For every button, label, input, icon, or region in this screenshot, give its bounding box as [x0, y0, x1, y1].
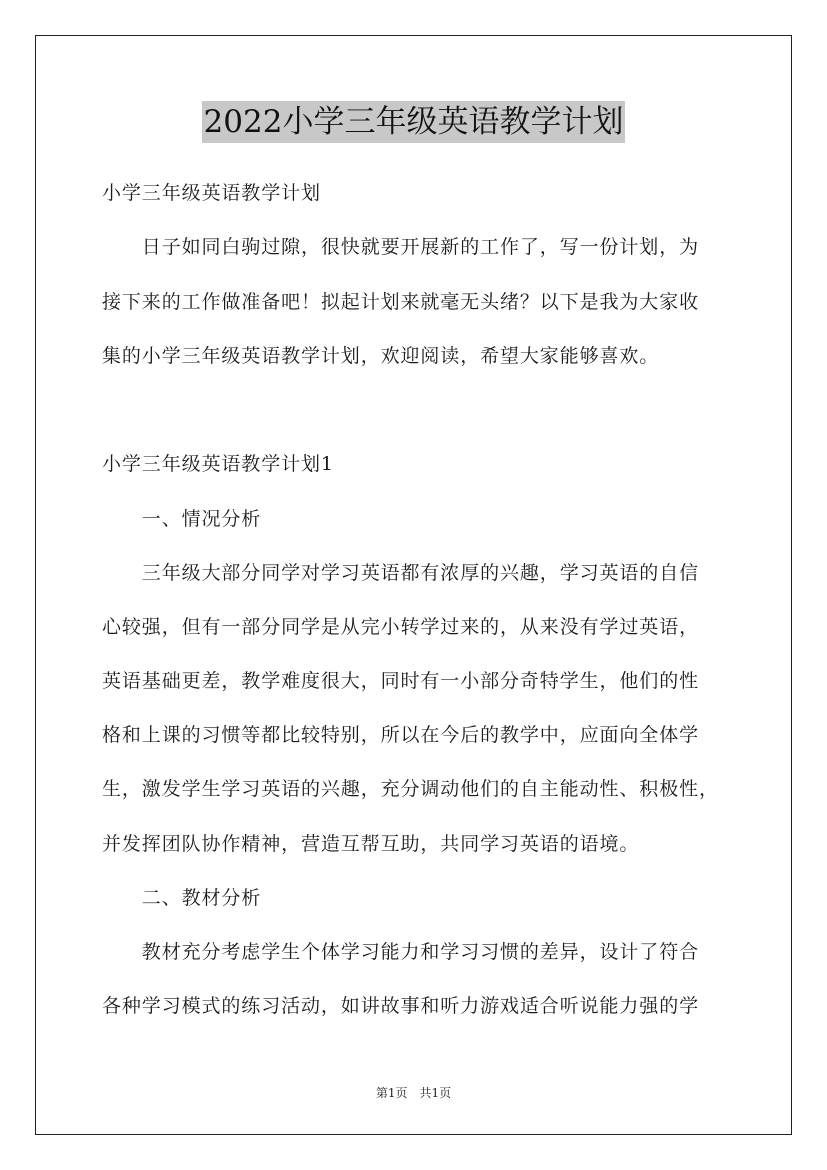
page-number-label: 第1页 共1页 [375, 1086, 452, 1100]
text-line: 日子如同白驹过隙，很快就要开展新的工作了，写一份计划，为 [102, 236, 700, 258]
text-line: 二、教材分析 [102, 887, 262, 909]
text-line: 三年级大部分同学对学习英语都有浓厚的兴趣，学习英语的自信 [102, 562, 700, 584]
text-line: 教材充分考虑学生个体学习能力和学习习惯的差异，设计了符合 [102, 941, 700, 963]
text-line: 格和上课的习惯等都比较特别，所以在今后的教学中，应面向全体学 [102, 724, 700, 746]
text-line: 心较强，但有一部分同学是从完小转学过来的，从来没有学过英语， [102, 616, 700, 638]
text-line: 集的小学三年级英语教学计划，欢迎阅读，希望大家能够喜欢。 [102, 345, 660, 367]
text-line: 小学三年级英语教学计划1 [102, 453, 334, 475]
text-line: 各种学习模式的练习活动，如讲故事和听力游戏适合听说能力强的学 [102, 995, 700, 1017]
text-line: 生，激发学生学习英语的兴趣，充分调动他们的自主能动性、积极性， [102, 778, 719, 800]
document-title: 2022小学三年级英语教学计划 [202, 101, 626, 143]
text-line: 英语基础更差，教学难度很大，同时有一小部分奇特学生，他们的性 [102, 670, 700, 692]
text-line: 接下来的工作做准备吧！拟起计划来就毫无头绪？以下是我为大家收 [102, 291, 700, 313]
title-wrapper [0, 101, 827, 143]
page-footer [0, 1084, 827, 1101]
text-line: 小学三年级英语教学计划 [102, 182, 321, 204]
text-line: 一、情况分析 [102, 508, 262, 530]
text-line: 并发挥团队协作精神，营造互帮互助，共同学习英语的语境。 [102, 833, 640, 855]
